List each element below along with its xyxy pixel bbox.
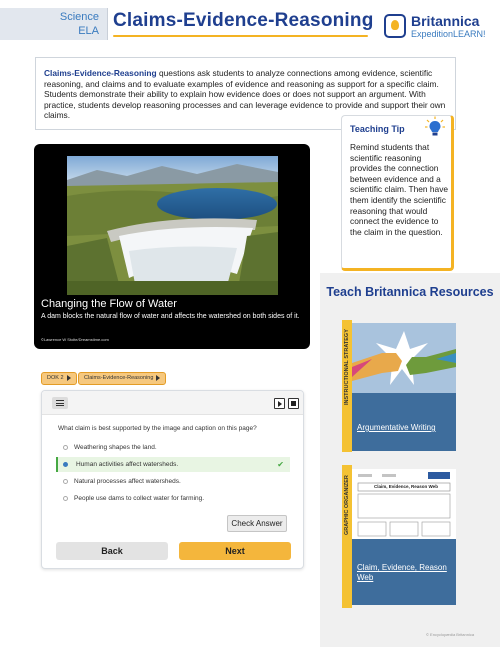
play-arrow-icon <box>67 375 71 381</box>
dam-photo <box>67 156 278 295</box>
question-text: What claim is best supported by the image and caption on this page? <box>58 425 257 432</box>
teaching-tip-text: Remind students that scientific reasoning provides the connection between evidence and a scientific claim. Then have them identify the scientific reasoning that would connect the evidence to the claim in the question. <box>350 142 449 237</box>
britannica-logo <box>384 12 492 42</box>
teaching-tip-title: Teaching Tip <box>350 124 405 134</box>
answer-option-label: Natural processes affect watersheds. <box>74 478 181 485</box>
answer-option-label: People use dams to collect water for farming. <box>74 495 205 502</box>
check-answer-button[interactable]: Check Answer <box>227 515 287 532</box>
resources-panel <box>320 273 500 647</box>
subject-ela: ELA <box>78 25 99 37</box>
radio-icon <box>63 496 68 501</box>
answer-option[interactable] <box>56 491 290 506</box>
lightbulb-icon <box>384 14 406 38</box>
resource-card-footer <box>352 539 456 605</box>
fist-bump-illustration <box>352 323 456 393</box>
answer-option[interactable] <box>56 440 290 455</box>
page-header <box>0 0 500 50</box>
resource-card-footer <box>352 393 456 451</box>
radio-icon <box>63 445 68 450</box>
organizer-heading: Claim, Evidence, Reason Web <box>374 484 438 489</box>
category-label: INSTRUCTIONAL STRATEGY <box>344 329 350 405</box>
cer-tag[interactable] <box>78 372 166 385</box>
dok-tag-label: DOK 2 <box>47 375 64 381</box>
image-credit: ©Lawrence W Stolte/Dreamstime.com <box>41 337 109 342</box>
intro-term: Claims-Evidence-Reasoning <box>44 68 157 78</box>
resources-title: Teach Britannica Resources <box>326 285 494 299</box>
argumentative-writing-link[interactable]: Argumentative Writing <box>357 423 436 432</box>
checkmark-icon: ✔ <box>277 460 284 469</box>
next-button[interactable]: Next <box>179 542 291 560</box>
play-button[interactable] <box>274 398 285 409</box>
menu-button[interactable] <box>52 397 68 409</box>
copyright: © Encyclopædia Britannica <box>426 632 475 637</box>
logo-name: Britannica <box>411 13 480 29</box>
back-button[interactable]: Back <box>56 542 168 560</box>
image-title: Changing the Flow of Water <box>41 298 177 310</box>
subject-box <box>0 8 108 40</box>
stop-button[interactable] <box>288 398 299 409</box>
radio-icon <box>63 462 68 467</box>
resource-card-argumentative[interactable] <box>352 323 456 451</box>
cer-tag-label: Claims-Evidence-Reasoning <box>84 375 154 381</box>
dok-tag[interactable] <box>41 372 77 385</box>
intro-text: questions ask students to analyze connections among evidence, scientific reasoning, and claims and to evaluate examples of evidence and reasoning as support for a specific claim. Students demonstrate their ability to explain how evidence does or does not support an argument. With practice, students develop reasoning processes and can leverage evidence to provide and support their own claims. <box>44 68 446 121</box>
logo-tagline: ExpeditionLEARN! <box>411 29 486 39</box>
answer-option[interactable] <box>56 474 290 489</box>
title-underline <box>113 35 368 37</box>
play-arrow-icon <box>156 375 160 381</box>
question-toolbar <box>42 391 303 415</box>
lightbulb-icon <box>424 116 446 138</box>
image-caption: A dam blocks the natural flow of water and affects the watershed on both sides of it. <box>41 313 300 320</box>
subject-science: Science <box>59 11 99 23</box>
page-title: Claims-Evidence-Reasoning <box>113 10 374 31</box>
teaching-tip <box>341 115 454 271</box>
category-label: GRAPHIC ORGANIZER <box>344 475 350 535</box>
answer-option-label: Weathering shapes the land. <box>74 444 157 451</box>
radio-icon <box>63 479 68 484</box>
image-card <box>34 144 310 349</box>
claim-evidence-reason-web-link[interactable]: Claim, Evidence, Reason Web <box>357 563 447 582</box>
resource-card-organizer[interactable] <box>352 469 456 605</box>
answer-option-label: Human activities affect watersheds. <box>76 461 179 468</box>
question-card <box>41 390 304 569</box>
answer-option-selected[interactable] <box>56 457 290 472</box>
